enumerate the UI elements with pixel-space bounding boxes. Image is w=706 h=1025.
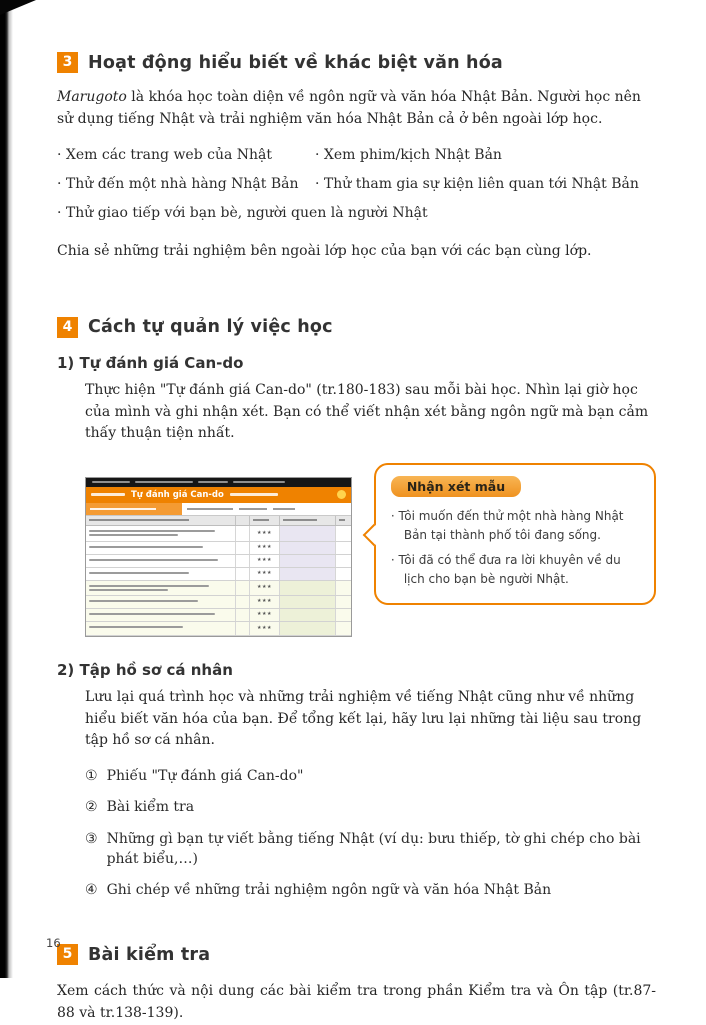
section-4-badge: 4 <box>57 317 78 338</box>
section-3-title: Hoạt động hiểu biết về khác biệt văn hóa <box>88 52 503 73</box>
table-orange-header <box>86 487 351 503</box>
table-top-bar <box>86 478 351 487</box>
bullet-item: · Thử đến một nhà hàng Nhật Bản <box>57 175 299 192</box>
item-text: Những gì bạn tự viết bằng tiếng Nhật (ví dụ: bưu thiếp, tờ ghi chép cho bài phát biểu,…) <box>106 830 641 867</box>
portfolio-item <box>85 880 656 900</box>
intro-text: là khóa học toàn diện về ngôn ngữ và văn hóa Nhật Bản. Người học nên sử dụng tiếng Nhật và trải nghiệm văn hóa Nhật Bản cả ở bên ngoài lớp học. <box>57 89 641 127</box>
logo-dot-icon <box>337 490 346 499</box>
item-number: ① <box>85 767 98 784</box>
marugoto-word: Marugoto <box>57 89 127 105</box>
table-row <box>86 622 351 636</box>
section-5-body: Xem cách thức và nội dung các bài kiểm tra trong phần Kiểm tra và Ôn tập (tr.87-88 và tr.138-139). <box>57 983 656 1022</box>
rating-stars-icon: ★★★ <box>257 624 272 631</box>
subsection-1-title: 1) Tự đánh giá Can-do <box>57 353 244 372</box>
subsection-2-title: 2) Tập hồ sơ cá nhân <box>57 660 233 679</box>
bullet-item: · Xem các trang web của Nhật <box>57 147 273 164</box>
bullet-item: · Thử tham gia sự kiện liên quan tới Nhật Bản <box>315 175 639 192</box>
table-row <box>86 542 351 555</box>
table-row <box>86 568 351 581</box>
bullet-item: · Thử giao tiếp với bạn bè, người quen là người Nhật <box>57 204 428 221</box>
item-text: Phiếu "Tự đánh giá Can-do" <box>106 767 304 784</box>
table-title: Tự đánh giá Can-do <box>131 489 224 500</box>
section-5-title: Bài kiểm tra <box>88 944 211 965</box>
section-4-header <box>57 317 656 338</box>
item-number: ③ <box>85 830 98 847</box>
table-row <box>86 555 351 568</box>
callout-title: Nhận xét mẫu <box>391 476 521 497</box>
sample-comment-callout <box>374 463 656 605</box>
rating-stars-icon: ★★★ <box>257 557 272 564</box>
portfolio-item <box>85 797 656 817</box>
callout-bullet: · Tôi muốn đến thử một nhà hàng Nhật Bản tại thành phố tôi đang sống. <box>390 508 624 542</box>
item-text: Bài kiểm tra <box>106 799 195 816</box>
rating-stars-icon: ★★★ <box>257 570 272 577</box>
section-5-badge: 5 <box>57 944 78 965</box>
cando-figure-row <box>85 463 656 637</box>
scan-corner-shadow <box>0 0 36 15</box>
table-subheader-row <box>86 503 351 516</box>
rating-stars-icon: ★★★ <box>257 598 272 605</box>
item-number: ④ <box>85 882 98 899</box>
portfolio-list <box>85 766 656 900</box>
item-text: Ghi chép về những trải nghiệm ngôn ngữ và văn hóa Nhật Bản <box>106 882 552 899</box>
bullet-item: · Xem phim/kịch Nhật Bản <box>315 147 502 164</box>
section-3-header <box>57 52 656 73</box>
item-number: ② <box>85 799 98 816</box>
cando-table-figure <box>85 477 352 637</box>
rating-stars-icon: ★★★ <box>257 584 272 591</box>
table-row <box>86 526 351 542</box>
experience-bullet-list <box>57 146 656 223</box>
book-binding-edge <box>0 0 13 978</box>
rating-stars-icon: ★★★ <box>257 529 272 536</box>
callout-bullet: · Tôi đã có thể đưa ra lời khuyên về du lịch cho bạn bè người Nhật. <box>390 553 621 586</box>
section-3-badge: 3 <box>57 52 78 73</box>
subsection-1-body: Thực hiện "Tự đánh giá Can-do" (tr.180-183) sau mỗi bài học. Nhìn lại giờ học của mình và ghi nhận xét. Bạn có thể viết nhận xét bằng ngôn ngữ mà bạn cảm thấy thuận tiện nhất. <box>85 381 649 442</box>
portfolio-item <box>85 766 656 786</box>
portfolio-item <box>85 829 656 870</box>
table-row <box>86 581 351 596</box>
page-number: 16 <box>46 936 61 950</box>
table-column-header-row <box>86 516 351 526</box>
table-row <box>86 609 351 622</box>
section-3-closing: Chia sẻ những trải nghiệm bên ngoài lớp học của bạn với các bạn cùng lớp. <box>57 243 592 260</box>
callout-arrow-icon <box>363 524 386 547</box>
rating-stars-icon: ★★★ <box>257 611 272 618</box>
section-3-intro <box>57 87 656 130</box>
subsection-2-body: Lưu lại quá trình học và những trải nghiệm về tiếng Nhật cũng như về những hiểu biết văn hóa của bạn. Để tổng kết lại, hãy lưu lại những tài liệu sau trong tập hồ sơ cá nhân. <box>85 688 642 749</box>
section-5-header <box>57 944 656 965</box>
rating-stars-icon: ★★★ <box>257 544 272 551</box>
table-row <box>86 596 351 609</box>
section-4-title: Cách tự quản lý việc học <box>88 317 333 338</box>
